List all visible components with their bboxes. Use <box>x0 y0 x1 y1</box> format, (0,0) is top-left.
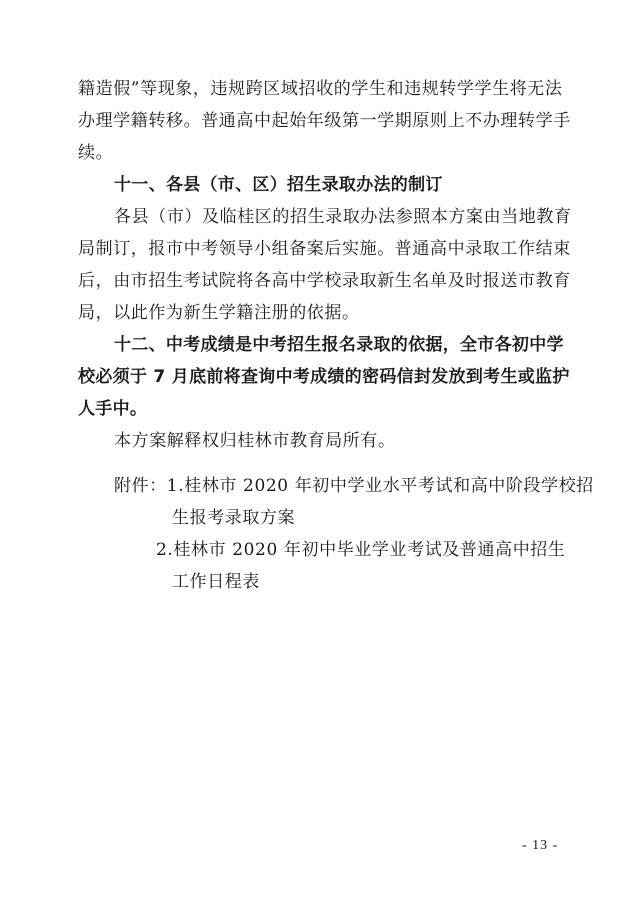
paragraph-line: 办理学籍转移。普通高中起始年级第一学期原则上不办理转学手 <box>78 111 571 131</box>
page-number: - 13 - <box>522 838 559 853</box>
attachment-item-2-continued: 工作日程表 <box>172 572 260 592</box>
interpretation-note: 本方案解释权归桂林市教育局所有。 <box>114 431 396 451</box>
paragraph-line: 局，以此作为新生学籍注册的依据。 <box>78 303 360 323</box>
paragraph-line: 局制订，报市中考领导小组备案后实施。普通高中录取工作结束 <box>78 239 571 259</box>
paragraph-line: 各县（市）及临桂区的招生录取办法参照本方案由当地教育 <box>114 207 572 227</box>
attachment-item-1: 附件：1.桂林市 2020 年初中学业水平考试和高中阶段学校招 <box>114 476 594 496</box>
section-12-line: 校必须于 7 月底前将查询中考成绩的密码信封发放到考生或监护 <box>78 367 570 387</box>
attachment-item-1-continued: 生报考录取方案 <box>172 508 296 528</box>
paragraph-line: 续。 <box>78 143 114 163</box>
section-12-line: 人手中。 <box>78 399 148 419</box>
section-heading-11: 十一、各县（市、区）招生录取办法的制订 <box>114 175 443 195</box>
paragraph-line: 后，由市招生考试院将各高中学校录取新生名单及时报送市教育 <box>78 271 571 291</box>
section-12-line: 十二、中考成绩是中考招生报名录取的依据，全市各初中学 <box>114 335 564 355</box>
attachment-item-2: 2.桂林市 2020 年初中毕业学业考试及普通高中招生 <box>156 540 566 560</box>
paragraph-line: 籍造假”等现象，违规跨区域招收的学生和违规转学学生将无法 <box>78 79 563 99</box>
